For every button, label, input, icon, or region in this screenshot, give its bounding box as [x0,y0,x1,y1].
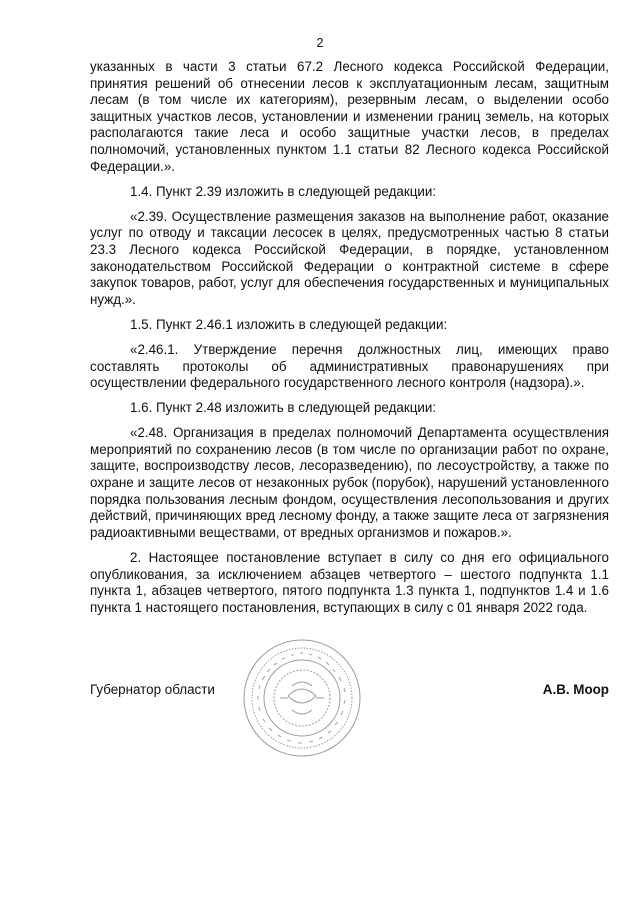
paragraph-continuation: указанных в части 3 статьи 67.2 Лесного кодекса Российской Федерации, принятия решений об отнесении лесов к эксплуатационным лесам, защитным лесам (в том числе их категориям), резервным лесам, о выделении особо защитных участков лесов, установлении и изменении границ земель, на которых располагаются такие леса и особо защитные участки лесов, в пределах полномочий, установленных пунктом 1.1 статьи 82 Лесного кодекса Российской Федерации.». [90,59,609,174]
paragraph-clause-2-48: «2.48. Организация в пределах полномочий Департамента осуществления мероприятий по сохранению лесов (в том числе по организации работ по охране, защите, воспроизводству лесов, лесоразведению), по лесоустройству, а также по охране и защите лесов от незаконных рубок (порубок), нарушений установленного порядка пользования лесным фондом, осуществления лесопользования и других действий, причиняющих вред лесному фонду, а также защите леса от загрязнения радиоактивными веществами, от вредных организмов и пожаров.». [90,425,609,540]
paragraph-clause-2-46-1: «2.46.1. Утверждение перечня должностных лиц, имеющих право составлять протоколы об административных правонарушениях при осуществлении федерального государственного лесного контроля (надзора).». [90,341,609,391]
page-number: 2 [316,36,324,50]
document-body [90,59,609,625]
paragraph-clause-2-39: «2.39. Осуществление размещения заказов на выполнение работ, оказание услуг по отводу и таксации лесосек в целях, предусмотренных частью 8 статьи 23.3 Лесного кодекса Российской Федерации, в порядке, установленном законодательством Российской Федерации о контрактной системе в сфере закупок товаров, работ, услуг для обеспечения государственных и муниципальных нужд.». [90,208,609,307]
signatory-name: А.В. Моор [542,682,609,697]
signatory-title: Губернатор области [90,682,215,697]
signature-block [90,636,609,756]
paragraph-item-1-4: 1.4. Пункт 2.39 изложить в следующей редакции: [130,183,437,199]
official-seal-stamp [240,636,365,761]
paragraph-item-1-5: 1.5. Пункт 2.46.1 изложить в следующей редакции: [130,316,448,332]
paragraph-item-1-6: 1.6. Пункт 2.48 изложить в следующей редакции: [130,400,437,416]
paragraph-effective-date: 2. Настоящее постановление вступает в силу со дня его официального опубликования, за исключением абзацев четвертого – шестого подпункта 1.1 пункта 1, абзацев четвертого, пятого подпункта 1.3 пункта 1, подпунктов 1.4 и 1.6 пункта 1 настоящего постановления, вступающих в силу с 01 января 2022 года. [90,549,609,615]
